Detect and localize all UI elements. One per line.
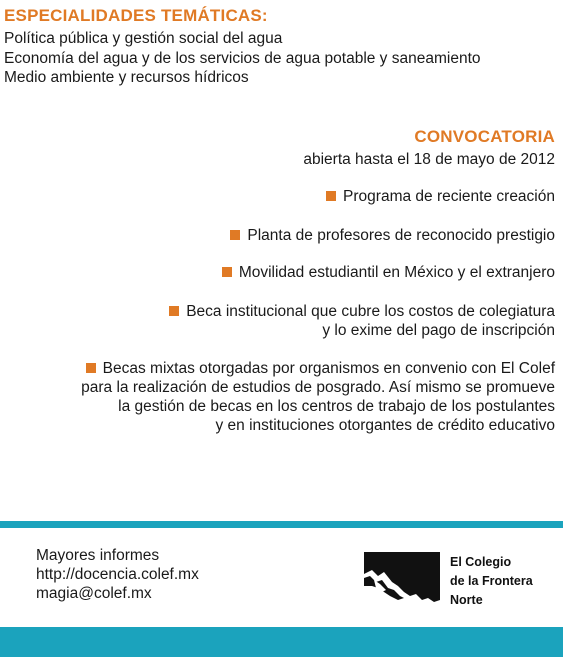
logo-text-line: Norte — [450, 593, 483, 607]
bullet-square-icon — [86, 363, 96, 373]
feature-text: Planta de profesores de reconocido prestigio — [247, 227, 555, 244]
especialidad-item: Política pública y gestión social del agua — [4, 30, 283, 47]
feature-text-continued: para la realización de estudios de posgrado. Así mismo se promueve — [81, 379, 555, 396]
especialidad-item: Economía del agua y de los servicios de agua potable y saneamiento — [4, 50, 481, 67]
bullet-square-icon — [230, 230, 240, 240]
bullet-square-icon — [169, 306, 179, 316]
especialidades-title: ESPECIALIDADES TEMÁTICAS: — [4, 6, 268, 25]
feature-item — [326, 187, 555, 206]
convocatoria-title: CONVOCATORIA — [414, 127, 555, 146]
colef-logo-icon — [364, 552, 440, 606]
logo-text-line: de la Frontera — [450, 574, 533, 588]
feature-item — [230, 226, 555, 245]
especialidad-item: Medio ambiente y recursos hídricos — [4, 69, 249, 86]
contact-email-link[interactable]: magia@colef.mx — [36, 585, 152, 602]
logo-text-line: El Colegio — [450, 555, 512, 569]
feature-text: Becas mixtas otorgadas por organismos en convenio con El Colef — [102, 360, 555, 377]
contact-url-link[interactable]: http://docencia.colef.mx — [36, 566, 199, 583]
divider-bar — [0, 521, 563, 528]
feature-text-continued: la gestión de becas en los centros de trabajo de los postulantes — [118, 398, 555, 415]
footer-bar — [0, 627, 563, 657]
feature-item — [169, 302, 555, 321]
feature-text-continued: y lo exime del pago de inscripción — [322, 322, 555, 339]
convocatoria-deadline: abierta hasta el 18 de mayo de 2012 — [303, 151, 555, 168]
contact-label: Mayores informes — [36, 547, 160, 564]
bullet-square-icon — [326, 191, 336, 201]
feature-text: Movilidad estudiantil en México y el extranjero — [238, 264, 555, 281]
feature-item — [86, 359, 555, 378]
bullet-square-icon — [222, 267, 232, 277]
feature-text: Programa de reciente creación — [343, 188, 555, 205]
feature-item — [222, 263, 555, 282]
feature-text: Beca institucional que cubre los costos de colegiatura — [186, 303, 555, 320]
feature-text-continued: y en instituciones otorgantes de crédito educativo — [215, 417, 555, 434]
